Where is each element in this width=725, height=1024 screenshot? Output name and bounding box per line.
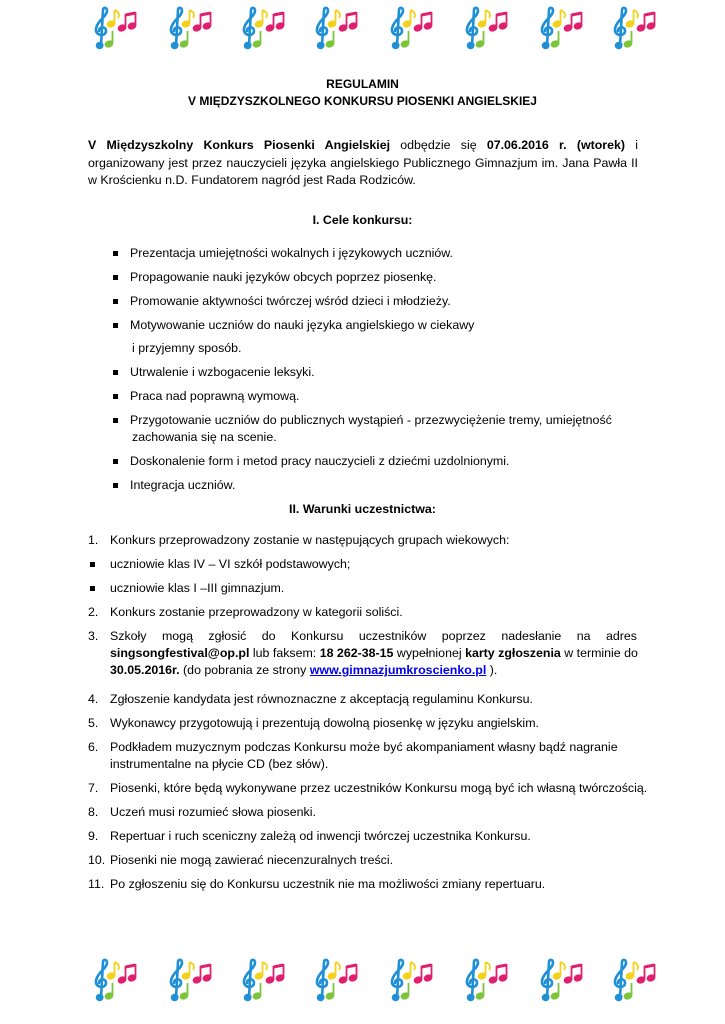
section-conditions-title: II. Warunki uczestnictwa:	[289, 502, 436, 516]
treble-clef-icon	[392, 8, 403, 48]
document-subtitle: V MIĘDZYSZKOLNEGO KONKURSU PIOSENKI ANGIELSKIEJ	[188, 94, 537, 108]
item-number: 7.	[88, 781, 99, 795]
music-notes-icon	[384, 4, 434, 52]
section-goals-title: I. Cele konkursu:	[312, 213, 413, 227]
list-item: Doskonalenie form i metod pracy nauczycieli z dziećmi uzdolnionymi.	[130, 454, 510, 468]
list-item: Szkoły mogą zgłosić do Konkursu uczestników poprzez nadesłanie na adres	[110, 629, 637, 643]
yellow-note-icon	[254, 962, 267, 980]
list-item: Praca nad poprawną wymową.	[130, 389, 300, 403]
bullet-icon	[90, 586, 95, 591]
pink-notes-icon	[488, 964, 508, 984]
item-number: 9.	[88, 829, 99, 843]
item-number: 6.	[88, 740, 99, 754]
intro-paragraph: V Międzyszkolny Konkurs Piosenki Angielskiej odbędzie się 07.06.2016 r. (wtorek) i organizowany jest przez nauczycieli języka angielskiego Publicznego Gimnazjum im. Jana Pawła II w Krościenku n.D. Fundatorem nagród jest Rada Rodziców.	[88, 138, 638, 187]
pink-notes-icon	[265, 964, 285, 984]
music-notes-icon	[163, 4, 213, 52]
list-item-continuation: i przyjemny sposób.	[132, 341, 242, 355]
music-notes-icon	[534, 956, 584, 1004]
item-number: 8.	[88, 805, 99, 819]
list-item-continuation: singsongfestival@op.pl lub faksem: 18 262-38-15 wypełnionej karty zgłoszenia w terminie do	[110, 646, 638, 660]
fax-number: 18 262-38-15	[319, 646, 394, 660]
treble-clef-icon	[392, 960, 403, 1000]
list-item: Uczeń musi rozumieć słowa piosenki.	[110, 805, 316, 819]
treble-clef-icon	[542, 8, 553, 48]
list-item: Po zgłoszeniu się do Konkursu uczestnik nie ma możliwości zmiany repertuaru.	[110, 877, 546, 891]
list-item: Integracja uczniów.	[130, 478, 236, 492]
item-number: 5.	[88, 716, 99, 730]
pink-notes-icon	[338, 12, 358, 32]
bullet-icon	[113, 459, 118, 464]
treble-clef-icon	[171, 8, 182, 48]
treble-clef-icon	[615, 960, 626, 1000]
item-number: 1.	[88, 533, 99, 547]
item-number: 11.	[88, 877, 105, 891]
item-number: 4.	[88, 692, 99, 706]
treble-clef-icon	[317, 960, 328, 1000]
list-item: Przygotowanie uczniów do publicznych wystąpień - przezwyciężenie tremy, umiejętność	[130, 413, 612, 427]
treble-clef-icon	[467, 8, 478, 48]
pink-notes-icon	[636, 964, 656, 984]
yellow-note-icon	[181, 10, 194, 28]
yellow-note-icon	[477, 10, 490, 28]
email-address: singsongfestival@op.pl	[110, 646, 250, 660]
treble-clef-icon	[244, 960, 255, 1000]
bullet-icon	[113, 251, 118, 256]
music-notes-icon	[607, 956, 657, 1004]
item-number: 10.	[88, 853, 106, 867]
pink-notes-icon	[413, 12, 433, 32]
treble-clef-icon	[467, 960, 478, 1000]
music-notes-icon	[309, 956, 359, 1004]
music-notes-icon	[88, 956, 138, 1004]
item-number: 3.	[88, 629, 99, 643]
music-notes-icon	[534, 4, 584, 52]
pink-notes-icon	[265, 12, 285, 32]
yellow-note-icon	[625, 962, 638, 980]
pink-notes-icon	[192, 964, 212, 984]
list-item-continuation: instrumentalne na płycie CD (bez słów).	[110, 757, 329, 771]
list-item: Promowanie aktywności twórczej wśród dzieci i młodzieży.	[130, 294, 451, 308]
yellow-note-icon	[552, 962, 565, 980]
bullet-icon	[113, 275, 118, 280]
pink-notes-icon	[117, 964, 137, 984]
treble-clef-icon	[244, 8, 255, 48]
treble-clef-icon	[96, 960, 107, 1000]
top-music-notes-border	[0, 4, 725, 52]
pink-notes-icon	[563, 964, 583, 984]
bullet-icon	[113, 394, 118, 399]
list-item: uczniowie klas I –III gimnazjum.	[110, 581, 285, 595]
list-item: Repertuar i ruch sceniczny zależą od inwencji twórczej uczestnika Konkursu.	[110, 829, 531, 843]
music-notes-icon	[459, 956, 509, 1004]
list-item: Motywowanie uczniów do nauki języka angielskiego w ciekawy	[130, 318, 475, 332]
list-item: Konkurs przeprowadzony zostanie w następujących grupach wiekowych:	[110, 533, 510, 547]
list-item: Piosenki nie mogą zawierać niecenzuralnych treści.	[110, 853, 394, 867]
yellow-note-icon	[181, 962, 194, 980]
treble-clef-icon	[96, 8, 107, 48]
list-item: Piosenki, które będą wykonywane przez uczestników Konkursu mogą być ich własną twórczością.	[110, 781, 648, 795]
school-website-link[interactable]: www.gimnazjumkroscienko.pl	[309, 663, 487, 677]
yellow-note-icon	[106, 962, 119, 980]
document-title: REGULAMIN	[326, 77, 399, 91]
bullet-icon	[113, 418, 118, 423]
bullet-icon	[113, 323, 118, 328]
pink-notes-icon	[192, 12, 212, 32]
list-item: Wykonawcy przygotowują i prezentują dowolną piosenkę w języku angielskim.	[110, 716, 539, 730]
yellow-note-icon	[552, 10, 565, 28]
list-item: Prezentacja umiejętności wokalnych i językowych uczniów.	[130, 246, 453, 260]
yellow-note-icon	[254, 10, 267, 28]
treble-clef-icon	[171, 960, 182, 1000]
pink-notes-icon	[488, 12, 508, 32]
pink-notes-icon	[563, 12, 583, 32]
yellow-note-icon	[625, 10, 638, 28]
yellow-note-icon	[402, 962, 415, 980]
pink-notes-icon	[413, 964, 433, 984]
pink-notes-icon	[636, 12, 656, 32]
bottom-music-notes-border	[0, 956, 725, 1004]
bullet-icon	[90, 562, 95, 567]
treble-clef-icon	[317, 8, 328, 48]
list-item: Podkładem muzycznym podczas Konkursu może być akompaniament własny bądź nagranie	[110, 740, 618, 754]
list-item: Konkurs zostanie przeprowadzony w kategorii soliści.	[110, 605, 403, 619]
treble-clef-icon	[615, 8, 626, 48]
yellow-note-icon	[327, 10, 340, 28]
music-notes-icon	[459, 4, 509, 52]
yellow-note-icon	[106, 10, 119, 28]
yellow-note-icon	[477, 962, 490, 980]
list-item-continuation: zachowania się na scenie.	[132, 430, 277, 444]
list-item: Propagowanie nauki języków obcych poprzez piosenkę.	[130, 270, 437, 284]
list-item-continuation: 30.05.2016r. (do pobrania ze strony www.gimnazjumkroscienko.pl ).	[110, 663, 498, 677]
pink-notes-icon	[117, 12, 137, 32]
music-notes-icon	[236, 4, 286, 52]
treble-clef-icon	[542, 960, 553, 1000]
list-item: uczniowie klas IV – VI szkół podstawowych;	[110, 557, 351, 571]
music-notes-icon	[384, 956, 434, 1004]
bullet-icon	[113, 299, 118, 304]
list-item: Utrwalenie i wzbogacenie leksyki.	[130, 365, 315, 379]
music-notes-icon	[607, 4, 657, 52]
yellow-note-icon	[402, 10, 415, 28]
music-notes-icon	[309, 4, 359, 52]
yellow-note-icon	[327, 962, 340, 980]
music-notes-icon	[236, 956, 286, 1004]
bullet-icon	[113, 483, 118, 488]
music-notes-icon	[163, 956, 213, 1004]
item-number: 2.	[88, 605, 99, 619]
list-item: Zgłoszenie kandydata jest równoznaczne z akceptacją regulaminu Konkursu.	[110, 692, 533, 706]
pink-notes-icon	[338, 964, 358, 984]
music-notes-icon	[88, 4, 138, 52]
bullet-icon	[113, 370, 118, 375]
